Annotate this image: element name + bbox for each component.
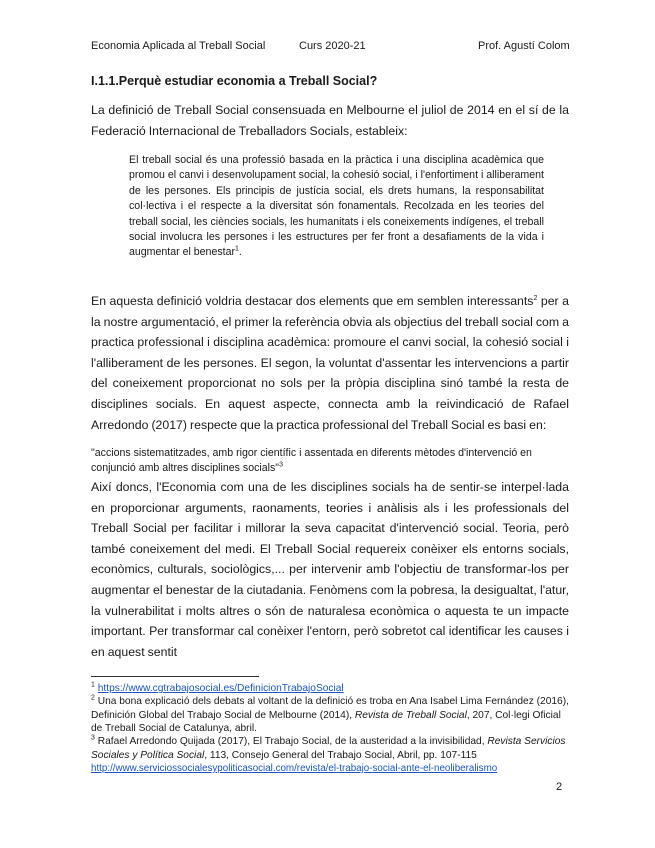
- intro-paragraph: La definició de Treball Social consensuada en Melbourne el juliol de 2014 en el sí de la Federació Internacional de Treballadors Socials, estableix:: [91, 103, 569, 138]
- paragraph-2-part1: En aquesta definició voldria destacar dos elements que em semblen interessants: [91, 294, 534, 308]
- footnote-3-link[interactable]: http://www.serviciossocialesypoliticasocial.com/revista/el-trabajo-social-ante-el-neoliberalismo: [91, 763, 498, 775]
- section-title: I.1.1.Perquè estudiar economia a Treball Social?: [91, 74, 378, 88]
- definition-quote-text: El treball social és una professió basada en la pràctica i una disciplina acadèmica que promou el canvi i desenvolupament social, la cohesió social, i l'enfortiment i alliberament de les persones. Els principis de justícia social, els drets humans, la responsabilitat col·lectiva i el respecte a la diversitat són fonamentals. Recolzada en les teories del treball social, les ciències socials, les humanitats i els coneixements indígenes, el treball social involucra les persones i les estructures per fer front a desafiaments de la vida i augmentar el benestar: [129, 154, 544, 259]
- footnote-2-journal: Revista de Treball Social: [354, 709, 467, 721]
- footnote-3-journal: Revista Servicios Sociales y Política Social: [91, 736, 566, 761]
- header-year: Curs 2020-21: [299, 40, 366, 52]
- page-number: 2: [556, 781, 563, 793]
- footnote-3-text-b: , 113, Consejo General del Trabajo Social, Abril, pp. 107-115: [204, 749, 477, 761]
- footnote-ref-3[interactable]: 3: [279, 461, 283, 469]
- footnote-1: [91, 682, 569, 696]
- footnote-ref-1[interactable]: 1: [235, 245, 239, 253]
- arredondo-quote-text: "accions sistematitzades, amb rigor científic i assentada en diferents mètodes d'intervenció en conjunció amb altres disciplines socials": [91, 447, 532, 475]
- footnote-separator: [91, 676, 259, 677]
- paragraph-2-part2: per a la nostre argumentació, el primer la referència obvia als objectius del treball social com a practica professional i disciplina acadèmica: promoure el canvi social, la cohesió social i l'alliberament de les persones. El segon, la voluntat d'assentar les intervencions a partir del coneixement proporcionat no sols per la pròpia disciplina sinó també la resta de disciplines socials. En aquest aspecte, connecta amb la reivindicació de Rafael Arredondo (2017) respecte que la practica professional del Treball Social es basi en:: [91, 294, 569, 432]
- footnote-1-number: 1: [91, 681, 95, 689]
- header-author: Prof. Agustí Colom: [478, 40, 570, 52]
- footnote-3-text-a: Rafael Arredondo Quijada (2017), El Trabajo Social, de la austeridad a la invisibilidad,: [94, 736, 488, 747]
- paragraph-3: Així doncs, l'Economia com una de les disciplines socials ha de sentir-se interpel·lada en proporcionar arguments, raonaments, teories i anàlisis als i les professionals del Treball Social per facilitar i millorar la seva capacitat d'intervenció social. Teoria, però també coneixement del medi. El Treball Social requereix conèixer els entorns socials, econòmics, culturals, sociològics,... per intervenir amb l'objectiu de transformar-los per augmentar el benestar de la ciutadania. Fenòmens com la pobresa, la desigualtat, l'atur, la vulnerabilitat i molts altres o són de naturalesa econòmica o aquesta te un impacte important. Per transformar cal conèixer l'entorn, però sobretot cal identificar les causes i en aquest sentit: [91, 480, 569, 659]
- definition-quote: [129, 153, 544, 261]
- footnote-1-link[interactable]: https://www.cgtrabajosocial.es/DefinicionTrabajoSocial: [97, 683, 344, 694]
- header-course: Economia Aplicada al Treball Social: [91, 40, 266, 52]
- arredondo-quote: [91, 446, 569, 477]
- paragraph-2: [91, 291, 569, 435]
- footnote-2-text-a: Una bona explicació dels debats al voltant de la definició es troba en Ana Isabel Lima Fernández (2016), Definición Global del Trabajo Social de Melbourne (2014),: [91, 696, 569, 721]
- footnote-3-number: 3: [91, 734, 95, 742]
- footnote-2: [91, 695, 569, 736]
- footnote-2-text-b: , 207, Col·legi Oficial de Treball Social de Catalunya, abril.: [91, 709, 561, 735]
- definition-quote-end: .: [238, 246, 242, 259]
- footnote-3: [91, 735, 569, 776]
- footnote-ref-2[interactable]: 2: [533, 294, 538, 302]
- footnote-2-number: 2: [91, 694, 95, 702]
